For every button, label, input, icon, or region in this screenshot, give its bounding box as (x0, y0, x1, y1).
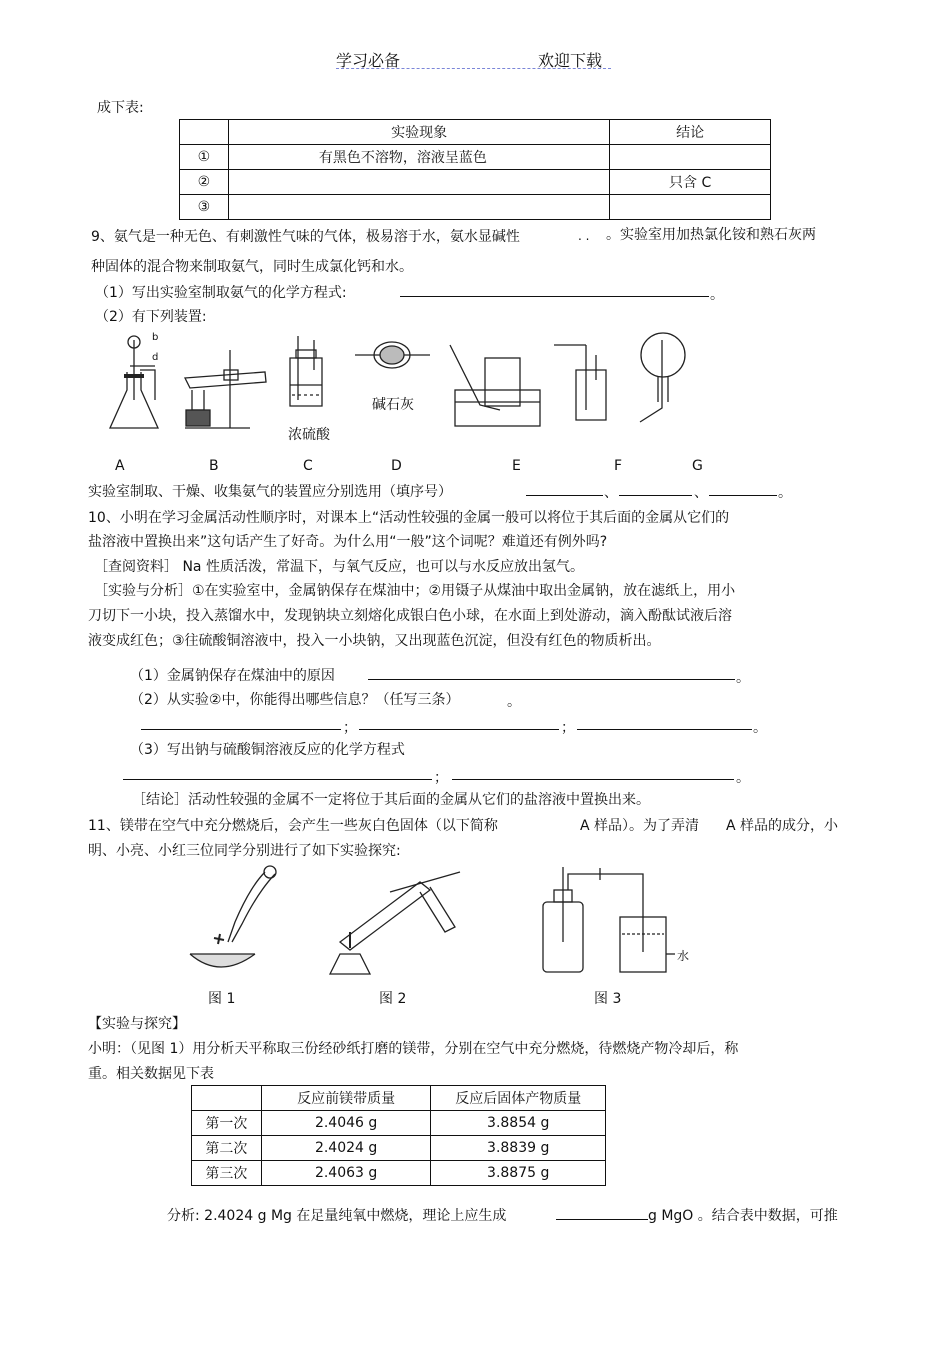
table-row (192, 1136, 606, 1161)
q9-part1-end: 。 (710, 287, 724, 303)
q9-part3: 实验室制取、干燥、收集氨气的装置应分别选用（填序号） (88, 484, 452, 500)
table-cell (610, 195, 771, 220)
figure-label: 图 3 (594, 991, 622, 1007)
table-row (180, 170, 771, 195)
table-cell: 3.8854 g (431, 1111, 606, 1136)
apparatus-letter: A (115, 458, 125, 474)
table-header-cell: 反应后固体产物质量 (431, 1086, 606, 1111)
apparatus-d-icon (355, 342, 430, 368)
apparatus-a-icon (110, 336, 158, 428)
table-row (192, 1161, 606, 1186)
q10-line5: 刀切下一小块，投入蒸馏水中，发现钠块立刻熔化成银白色小球，在水面上到处游动，滴入酚酞试液后溶 (88, 608, 732, 624)
answer-blank[interactable] (452, 779, 734, 780)
answer-blank[interactable] (526, 495, 603, 496)
apparatus-letter: B (209, 458, 219, 474)
q10-q3-end: 。 (736, 770, 750, 786)
q10-line2: 盐溶液中置换出来”这句话产生了好奇。为什么用“一般”这个词呢？难道还有例外吗? (88, 534, 608, 550)
table-cell (228, 170, 609, 195)
q10-q2-line-end: 。 (753, 720, 767, 736)
table-cell: 第一次 (192, 1111, 262, 1136)
apparatus-c-icon (290, 336, 322, 406)
apparatus-letter: D (391, 458, 402, 474)
q11-section-title: 【实验与探究】 (88, 1016, 186, 1032)
separator: ； (434, 770, 448, 786)
table-cell: ② (180, 170, 229, 195)
table-row (192, 1111, 606, 1136)
q10-line6: 液变成红色；③往硫酸铜溶液中，投入一小块钠，又出现蓝色沉淀，但没有红色的物质析出。 (88, 633, 661, 649)
q11-line1c: A 样品的成分，小 (726, 818, 839, 834)
table-cell: 有黑色不溶物，溶液呈蓝色 (228, 145, 609, 170)
q10-line1: 10、小明在学习金属活动性顺序时，对课本上“活动性较强的金属一般可以将位于其后面的金属从它们的 (88, 510, 730, 526)
table-cell: ① (180, 145, 229, 170)
figure-1-icon (190, 866, 276, 967)
answer-blank[interactable] (400, 296, 709, 297)
q10-q3: （3）写出钠与硫酸铜溶液反应的化学方程式 (130, 742, 405, 758)
answer-blank[interactable] (359, 729, 559, 730)
apparatus-letter: G (692, 458, 703, 474)
figure-2-icon (330, 872, 460, 974)
q9-line2: 种固体的混合物来制取氨气，同时生成氯化钙和水。 (91, 259, 413, 275)
q10-line3: ［查阅资料］ Na 性质活泼，常温下，与氧气反应，也可以与水反应放出氢气。 (94, 559, 584, 575)
apparatus-b-icon (185, 350, 266, 428)
q11-para1: 小明：（见图 1）用分析天平称取三份经砂纸打磨的镁带，分别在空气中充分燃烧，待燃烧产物冷却后，称 (88, 1041, 739, 1057)
table-cell (610, 145, 771, 170)
q11-para2: 重。相关数据见下表 (88, 1066, 214, 1082)
water-label: 水 (677, 949, 690, 963)
table-cell: 3.8875 g (431, 1161, 606, 1186)
table-cell: 3.8839 g (431, 1136, 606, 1161)
table-cell: 只含 C (610, 170, 771, 195)
apparatus-letter: C (303, 458, 313, 474)
table-cell: 2.4024 g (261, 1136, 431, 1161)
q9-part3-end: 。 (778, 485, 792, 501)
separator: 、 (694, 485, 708, 501)
label-d: d (152, 352, 159, 363)
figure-label: 图 1 (208, 991, 236, 1007)
mass-table (191, 1085, 606, 1186)
table-header-cell: 反应前镁带质量 (261, 1086, 431, 1111)
q9-part1: （1）写出实验室制取氨气的化学方程式: (95, 285, 347, 301)
header-divider (336, 68, 611, 69)
answer-blank[interactable] (577, 729, 752, 730)
table-cell: 2.4063 g (261, 1161, 431, 1186)
answer-blank[interactable] (619, 495, 692, 496)
experiment-table (179, 119, 771, 220)
intro-text: 成下表: (97, 100, 144, 116)
label-soda-lime: 碱石灰 (372, 397, 414, 413)
q11-line1a: 11、镁带在空气中充分燃烧后，会产生一些灰白色固体（以下简称 (88, 818, 498, 834)
table-header-cell (192, 1086, 262, 1111)
table-header-cell: 结论 (610, 120, 771, 145)
table-header-cell: 实验现象 (228, 120, 609, 145)
emphasis-dots: . . (578, 229, 590, 243)
separator: ； (561, 720, 575, 736)
answer-blank[interactable] (556, 1219, 648, 1220)
separator: ； (343, 720, 357, 736)
table-cell (228, 195, 609, 220)
q10-q2-end: 。 (507, 694, 521, 710)
table-cell: 第二次 (192, 1136, 262, 1161)
table-cell: 2.4046 g (261, 1111, 431, 1136)
answer-blank[interactable] (141, 729, 341, 730)
separator: 、 (604, 485, 618, 501)
label-b: b (152, 332, 159, 343)
table-row (180, 145, 771, 170)
analysis-text-end: g MgO 。结合表中数据，可推 (648, 1208, 838, 1224)
experiment-figures (180, 862, 700, 982)
q10-conclusion: ［结论］活动性较强的金属不一定将位于其后面的金属从它们的盐溶液中置换出来。 (132, 792, 650, 808)
table-header-cell (180, 120, 229, 145)
table-row (180, 195, 771, 220)
q10-q1: （1）金属钠保存在煤油中的原因 (130, 668, 335, 684)
answer-blank[interactable] (123, 779, 432, 780)
label-conc-acid: 浓硫酸 (288, 427, 330, 443)
q11-line2: 明、小亮、小红三位同学分别进行了如下实验探究: (88, 843, 401, 859)
figure-label: 图 2 (379, 991, 407, 1007)
figure-3-icon (543, 867, 675, 972)
apparatus-e-icon (450, 345, 540, 426)
q11-line1b: A 样品）。为了弄清 (580, 818, 700, 834)
q10-q2: （2）从实验②中，你能得出哪些信息？（任写三条） (130, 692, 460, 708)
analysis-text: 分析: 2.4024 g Mg 在足量纯氧中燃烧，理论上应生成 (167, 1208, 507, 1224)
apparatus-g-icon (640, 333, 685, 422)
q10-q1-end: 。 (736, 670, 750, 686)
table-header-row (192, 1086, 606, 1111)
q10-line4: ［实验与分析］①在实验室中，金属钠保存在煤油中；②用镊子从煤油中取出金属钠，放在滤纸上，用小 (94, 583, 736, 599)
table-header-row (180, 120, 771, 145)
apparatus-letter: E (512, 458, 521, 474)
header-right: 欢迎下载 (538, 51, 603, 70)
q9-line1a: 9、氨气是一种无色、有刺激性气味的气体，极易溶于水，氨水显碱性 (91, 229, 520, 245)
answer-blank[interactable] (709, 495, 777, 496)
apparatus-figures (100, 330, 800, 440)
header-left: 学习必备 (336, 51, 401, 70)
q9-part2: （2）有下列装置: (95, 309, 207, 325)
apparatus-f-icon (554, 345, 606, 420)
table-cell: 第三次 (192, 1161, 262, 1186)
apparatus-letter: F (614, 458, 623, 474)
table-cell: ③ (180, 195, 229, 220)
answer-blank[interactable] (368, 679, 735, 680)
q9-line1b: 。实验室用加热氯化铵和熟石灰两 (606, 227, 816, 243)
